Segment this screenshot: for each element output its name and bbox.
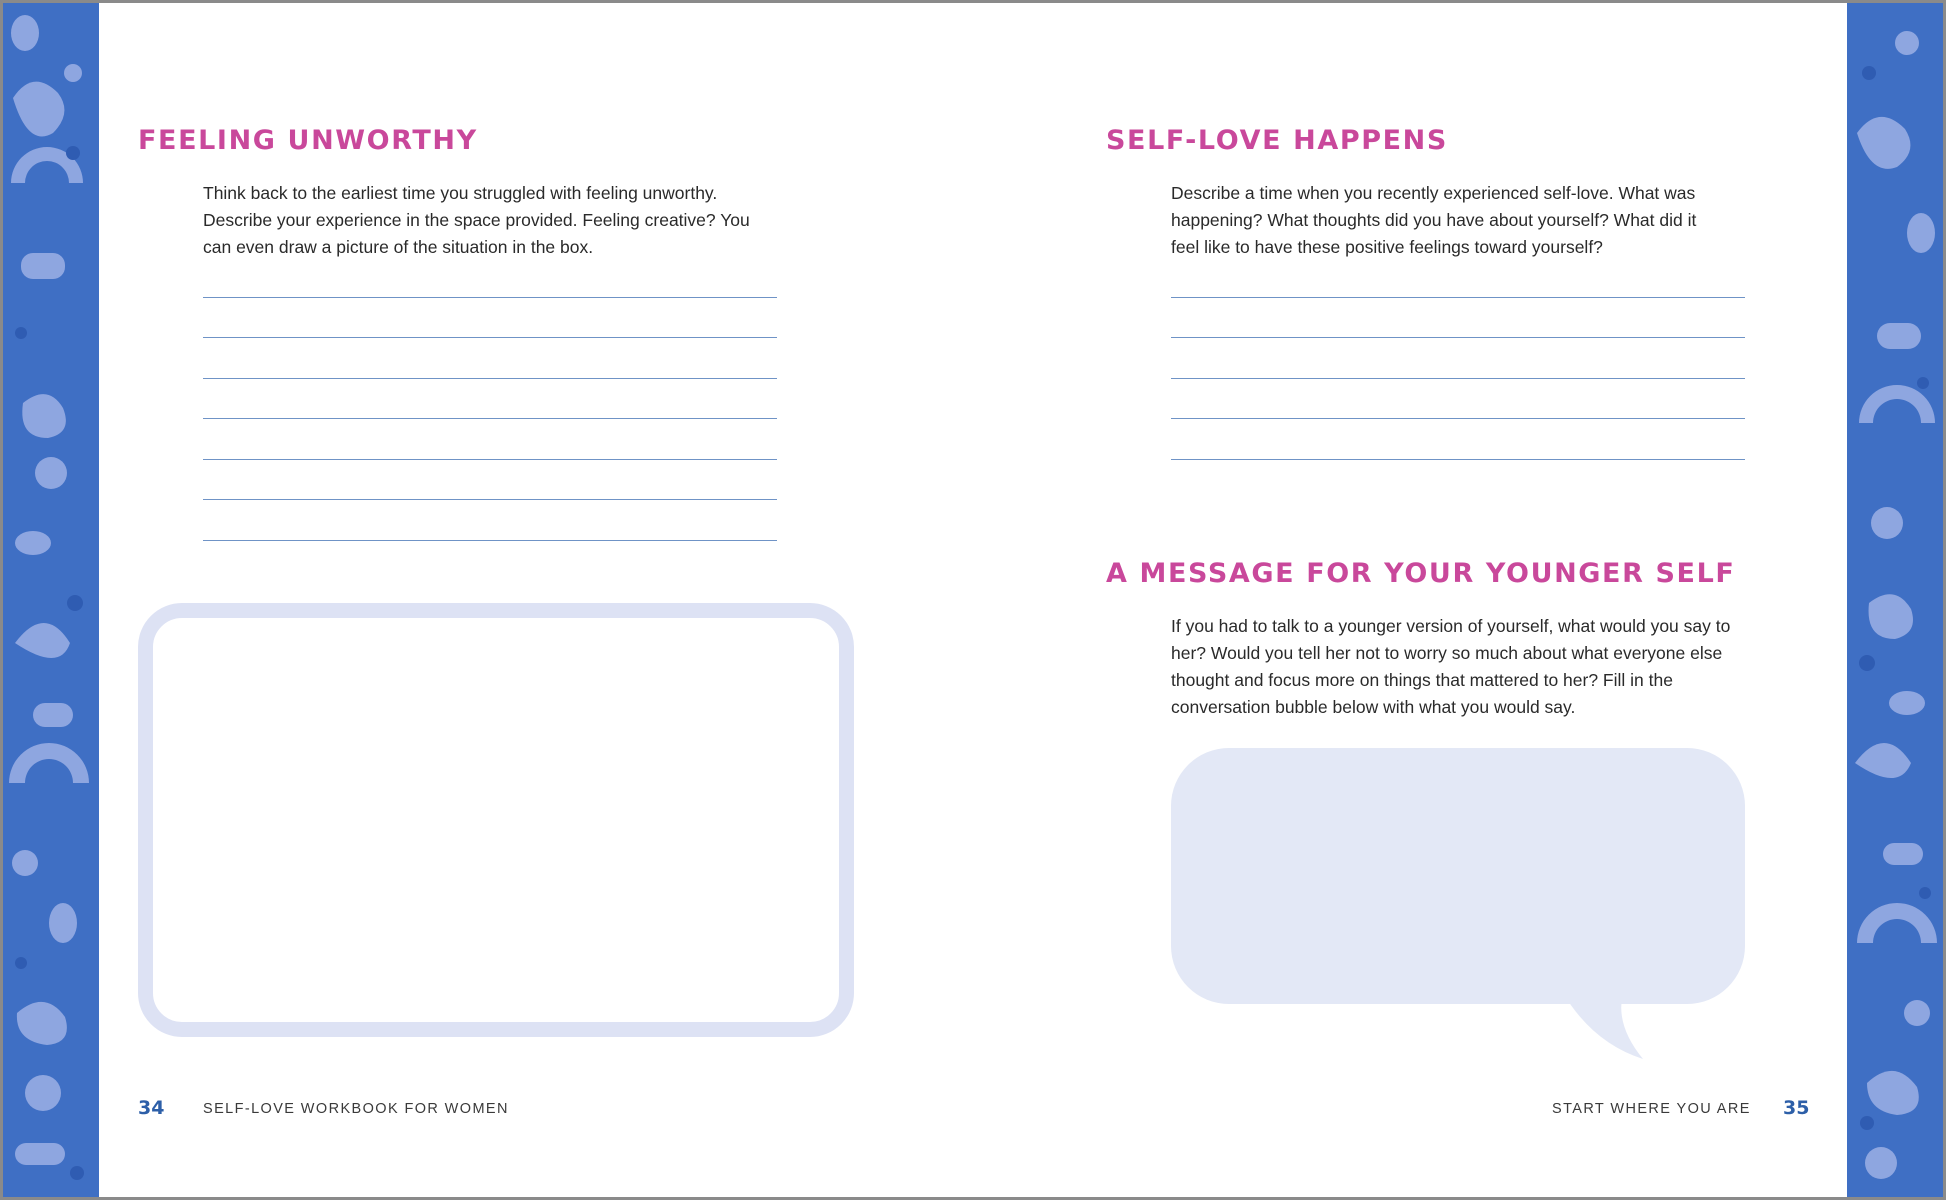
- prompt-line: Describe a time when you recently experienced self-love. What was: [1171, 183, 1696, 203]
- self-love-happens-heading: SELF-LOVE HAPPENS: [1106, 125, 1448, 156]
- feeling-unworthy-heading: FEELING UNWORTHY: [138, 125, 478, 156]
- writing-line[interactable]: [1171, 297, 1745, 298]
- writing-line[interactable]: [203, 540, 777, 541]
- prompt-line: conversation bubble below with what you would say.: [1171, 697, 1576, 717]
- writing-line[interactable]: [1171, 337, 1745, 338]
- prompt-line: happening? What thoughts did you have about yourself? What did it: [1171, 210, 1697, 230]
- prompt-line: her? Would you tell her not to worry so much about what everyone else: [1171, 643, 1723, 663]
- running-title-right: START WHERE YOU ARE: [1552, 1101, 1751, 1117]
- feeling-unworthy-prompt: [203, 180, 793, 261]
- writing-line[interactable]: [1171, 459, 1745, 460]
- prompt-line: feel like to have these positive feelings toward yourself?: [1171, 237, 1603, 257]
- writing-line[interactable]: [203, 297, 777, 298]
- pattern-shapes-icon: [3, 3, 99, 1197]
- prompt-line: If you had to talk to a younger version of yourself, what would you say to: [1171, 616, 1731, 636]
- writing-line[interactable]: [203, 499, 777, 500]
- page-number-right: 35: [1783, 1097, 1810, 1119]
- writing-line[interactable]: [203, 378, 777, 379]
- prompt-line: Think back to the earliest time you struggled with feeling unworthy.: [203, 183, 718, 203]
- book-spread: [3, 3, 1943, 1197]
- pattern-shapes-icon: [1847, 3, 1943, 1197]
- speech-bubble[interactable]: [1171, 748, 1745, 1004]
- page-number-left: 34: [138, 1097, 165, 1119]
- left-decorative-border: [3, 3, 99, 1197]
- self-love-happens-prompt: [1171, 180, 1761, 261]
- writing-line[interactable]: [203, 337, 777, 338]
- prompt-line: can even draw a picture of the situation in the box.: [203, 237, 594, 257]
- writing-line[interactable]: [203, 459, 777, 460]
- speech-bubble-tail-icon: [1563, 993, 1643, 1063]
- drawing-box[interactable]: [138, 603, 854, 1037]
- message-younger-self-heading: A MESSAGE FOR YOUR YOUNGER SELF: [1106, 558, 1736, 589]
- right-decorative-border: [1847, 3, 1943, 1197]
- writing-line[interactable]: [1171, 418, 1745, 419]
- writing-line[interactable]: [1171, 378, 1745, 379]
- writing-line[interactable]: [203, 418, 777, 419]
- prompt-line: Describe your experience in the space provided. Feeling creative? You: [203, 210, 750, 230]
- prompt-line: thought and focus more on things that mattered to her? Fill in the: [1171, 670, 1673, 690]
- running-title-left: SELF-LOVE WORKBOOK FOR WOMEN: [203, 1101, 509, 1117]
- message-younger-self-prompt: [1171, 613, 1771, 721]
